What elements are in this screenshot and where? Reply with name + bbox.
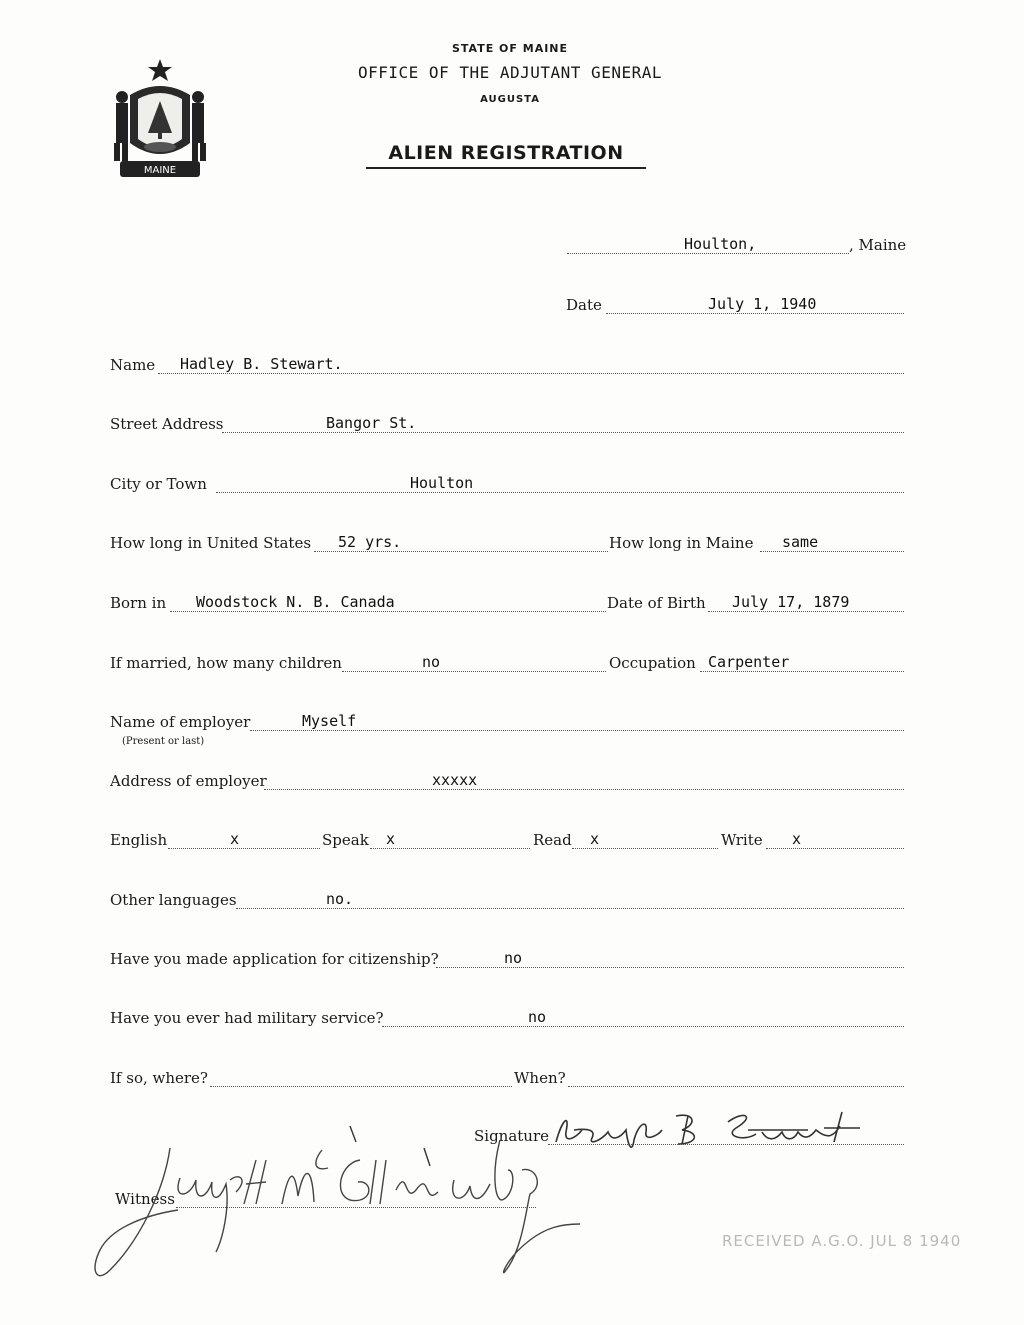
citizenship-label: Have you made application for citizenship? <box>110 950 439 968</box>
date-label: Date <box>566 296 602 314</box>
us-duration-value: 52 yrs. <box>338 533 402 551</box>
witness-signature-handwriting <box>60 1120 600 1300</box>
maine-seal-icon <box>108 55 212 181</box>
english-value: x <box>230 830 240 848</box>
maine-duration-label: How long in Maine <box>609 534 754 552</box>
born-value: Woodstock N. B. Canada <box>196 593 395 611</box>
children-label: If married, how many children <box>110 654 342 672</box>
duration-line <box>0 534 1024 556</box>
where-when-line <box>0 1069 1024 1091</box>
us-duration-label: How long in United States <box>110 534 312 552</box>
military-label: Have you ever had military service? <box>110 1009 384 1027</box>
place-value: Houlton, <box>684 235 757 253</box>
form-title: ALIEN REGISTRATION <box>366 142 646 169</box>
city-line <box>0 475 1024 497</box>
name-label: Name <box>110 356 156 374</box>
date-line <box>0 296 1024 318</box>
dob-label: Date of Birth <box>607 594 706 612</box>
write-label: Write <box>721 831 763 849</box>
other-languages-label: Other languages <box>110 891 237 909</box>
born-label: Born in <box>110 594 167 612</box>
when-label: When? <box>514 1069 566 1087</box>
city-value: Houlton <box>410 474 474 492</box>
maine-duration-value: same <box>782 533 819 551</box>
street-label: Street Address <box>110 415 224 433</box>
street-value: Bangor St. <box>326 414 417 432</box>
header-city: AUGUSTA <box>480 94 540 105</box>
speak-value: x <box>386 830 396 848</box>
name-line <box>0 356 1024 378</box>
speak-label: Speak <box>322 831 369 849</box>
place-suffix: , Maine <box>849 236 907 254</box>
occupation-label: Occupation <box>609 654 696 672</box>
citizenship-line <box>0 950 1024 972</box>
employer-label: Name of employer <box>110 713 251 731</box>
citizenship-value: no <box>504 949 523 967</box>
employer-address-value: xxxxx <box>432 771 478 789</box>
employer-address-label: Address of employer <box>110 772 267 790</box>
employer-sublabel: (Present or last) <box>122 736 205 747</box>
other-languages-line <box>0 891 1024 913</box>
read-label: Read <box>533 831 572 849</box>
city-label: City or Town <box>110 475 207 493</box>
dob-value: July 17, 1879 <box>732 593 850 611</box>
military-line <box>0 1009 1024 1031</box>
children-value: no <box>422 653 441 671</box>
received-stamp: RECEIVED A.G.O. JUL 8 1940 <box>722 1232 962 1250</box>
witness-label: Witness <box>115 1190 175 1208</box>
english-line <box>0 831 1024 853</box>
employer-line <box>0 713 1024 735</box>
born-line <box>0 594 1024 616</box>
write-value: x <box>792 830 802 848</box>
children-line <box>0 654 1024 676</box>
signature-label: Signature <box>474 1127 550 1145</box>
where-label: If so, where? <box>110 1069 208 1087</box>
employer-address-line <box>0 772 1024 794</box>
header-office: OFFICE OF THE ADJUTANT GENERAL <box>358 63 662 82</box>
english-label: English <box>110 831 168 849</box>
military-value: no <box>528 1008 547 1026</box>
date-value: July 1, 1940 <box>708 295 817 313</box>
street-line <box>0 415 1024 437</box>
name-value: Hadley B. Stewart. <box>180 355 343 373</box>
header-state: STATE OF MAINE <box>451 42 569 55</box>
seal-banner-text: MAINE <box>143 165 177 176</box>
read-value: x <box>590 830 600 848</box>
other-languages-value: no. <box>326 890 354 908</box>
occupation-value: Carpenter <box>708 653 790 671</box>
employer-value: Myself <box>302 712 357 730</box>
place-line <box>0 236 1024 258</box>
